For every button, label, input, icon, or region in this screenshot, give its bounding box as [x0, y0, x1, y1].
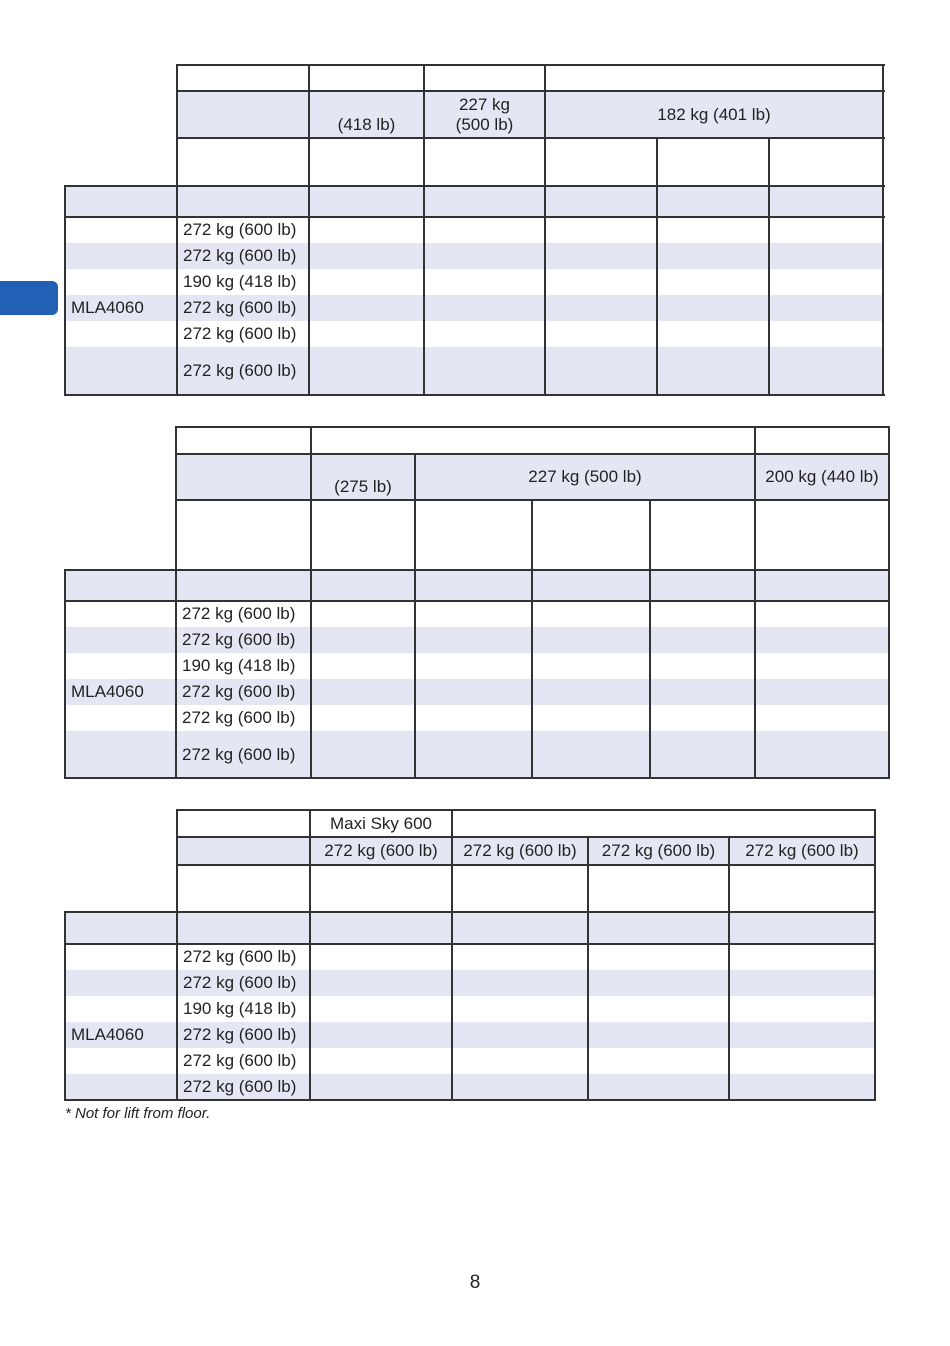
table-cell: 272 kg (600 lb)	[182, 682, 296, 701]
model-cell: MLA4060	[71, 1025, 144, 1044]
table-cell: 272 kg (600 lb)	[182, 604, 296, 623]
table-cell: 272 kg (600 lb)	[183, 973, 297, 992]
section-tab	[0, 281, 58, 315]
table-cell: 272 kg (600 lb)	[183, 947, 297, 966]
table-cell: 272 kg (600 lb)	[183, 298, 297, 317]
table-cell: 190 kg (418 lb)	[182, 656, 296, 675]
table-cell: 190 kg (418 lb)	[183, 272, 297, 291]
table-cell: 272 kg (600 lb)	[183, 324, 297, 343]
t1-header-cell: (418 lb)	[337, 115, 396, 134]
table-cell: 272 kg (600 lb)	[183, 220, 297, 239]
t3-header-cell: 272 kg (600 lb)	[745, 841, 859, 860]
t3-header-cell: 272 kg (600 lb)	[463, 841, 577, 860]
table-cell: 272 kg (600 lb)	[182, 708, 296, 727]
t3-header-product: Maxi Sky 600	[329, 813, 433, 833]
model-cell: MLA4060	[71, 682, 144, 701]
t3-header-cell: 272 kg (600 lb)	[601, 841, 716, 860]
t1-header-line: (500 lb)	[455, 114, 514, 134]
t2-header-cell: 200 kg (440 lb)	[765, 467, 879, 486]
t3-header-cell: 272 kg (600 lb)	[324, 841, 438, 860]
t1-header-line: 227 kg	[458, 94, 511, 114]
table-cell: 272 kg (600 lb)	[183, 361, 297, 380]
model-cell: MLA4060	[71, 298, 144, 317]
t2-header-cell: 227 kg (500 lb)	[528, 467, 642, 486]
table-cell: 272 kg (600 lb)	[183, 1077, 297, 1096]
footnote: * Not for lift from floor.	[65, 1105, 211, 1122]
table-cell: 190 kg (418 lb)	[183, 999, 297, 1018]
t1-header-cell: 182 kg (401 lb)	[657, 104, 771, 124]
t1-header-cell	[425, 92, 544, 137]
table-cell: 272 kg (600 lb)	[183, 1051, 297, 1070]
table-cell: 272 kg (600 lb)	[182, 744, 296, 764]
table-cell: 272 kg (600 lb)	[183, 246, 297, 265]
t2-header-cell: (275 lb)	[334, 477, 392, 496]
table-cell: 272 kg (600 lb)	[183, 1025, 297, 1044]
page-number: 8	[469, 1272, 481, 1293]
table-cell: 272 kg (600 lb)	[182, 630, 296, 649]
